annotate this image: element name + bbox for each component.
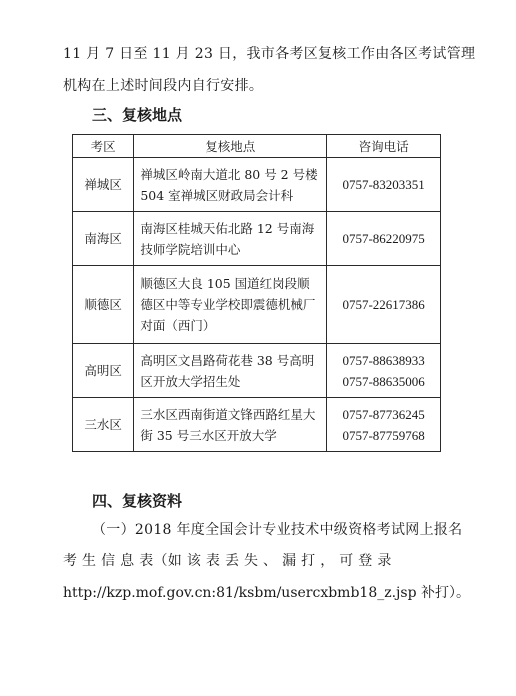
phone-number: 0757-87759768 <box>342 427 425 443</box>
table-header-row <box>73 135 441 158</box>
phone-number: 0757-22617386 <box>342 297 425 312</box>
review-locations-table <box>72 134 441 452</box>
row-address: 高明区文昌路荷花巷 38 号高明区开放大学招生处 <box>134 344 327 398</box>
table-row <box>73 266 441 344</box>
table-row <box>73 212 441 266</box>
row-phone <box>327 212 441 266</box>
intro-line-2: 机构在上述时间段内自行安排。 <box>63 78 264 94</box>
table-row <box>73 398 441 452</box>
row-phone <box>327 266 441 344</box>
table-row <box>73 158 441 212</box>
header-area: 考区 <box>73 135 134 158</box>
row-area: 南海区 <box>73 212 134 266</box>
section-4-line-3: http://kzp.mof.gov.cn:81/ksbm/usercxbmb18_z.jsp 补打）。 <box>63 585 470 601</box>
table-row <box>73 344 441 398</box>
section-3-title: 三、复核地点 <box>92 106 183 124</box>
intro-line-1: 11 月 7 日至 11 月 23 日，我市各考区复核工作由各区考试管理 <box>63 46 476 62</box>
row-area: 禅城区 <box>73 158 134 212</box>
phone-number: 0757-88635006 <box>342 373 425 389</box>
row-address: 顺德区大良 105 国道红岗段顺德区中等专业学校即震德机械厂对面（西门） <box>134 266 327 344</box>
section-4-line-1: （一）2018 年度全国会计专业技术中级资格考试网上报名 <box>92 522 463 538</box>
row-phone <box>327 398 441 452</box>
phone-number: 0757-88638933 <box>342 352 425 368</box>
row-address: 南海区桂城天佑北路 12 号南海技师学院培训中心 <box>134 212 327 266</box>
phone-number: 0757-86220975 <box>342 231 425 246</box>
row-area: 高明区 <box>73 344 134 398</box>
header-phone: 咨询电话 <box>327 135 441 158</box>
phone-number: 0757-83203351 <box>342 177 425 192</box>
header-address: 复核地点 <box>134 135 327 158</box>
phone-number: 0757-87736245 <box>342 406 425 422</box>
row-phone <box>327 344 441 398</box>
row-area: 顺德区 <box>73 266 134 344</box>
section-4-line-2: 考 生 信 息 表（如 该 表 丢 失 、 漏 打 ， 可 登 录 <box>63 553 392 569</box>
section-4-title: 四、复核资料 <box>92 492 183 510</box>
row-address: 禅城区岭南大道北 80 号 2 号楼 504 室禅城区财政局会计科 <box>134 158 327 212</box>
row-phone <box>327 158 441 212</box>
row-address: 三水区西南街道文锋西路红星大街 35 号三水区开放大学 <box>134 398 327 452</box>
row-area: 三水区 <box>73 398 134 452</box>
